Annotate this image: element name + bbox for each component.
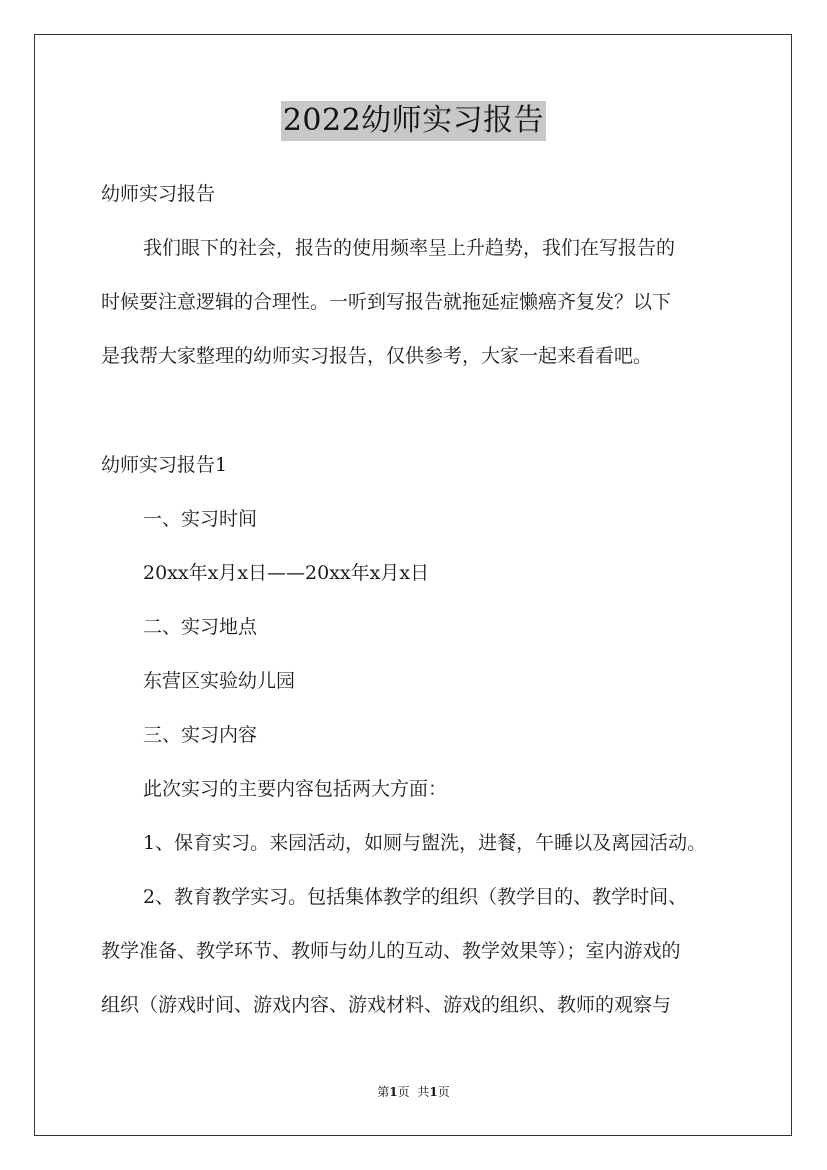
page-number: 1 — [389, 1085, 398, 1099]
content-intro: 此次实习的主要内容包括两大方面： — [143, 778, 448, 800]
content-item-teaching: 2、教育教学实习。包括集体教学的组织（教学目的、教学时间、 — [143, 886, 688, 908]
page-suffix: 页 — [397, 1085, 410, 1099]
document-title: 2022幼师实习报告 — [281, 101, 546, 141]
section-title: 幼师实习报告1 — [101, 454, 228, 476]
intro-line: 是我帮大家整理的幼师实习报告，仅供参考，大家一起来看看吧。 — [101, 345, 653, 367]
intro-line: 我们眼下的社会，报告的使用频率呈上升趋势，我们在写报告的 — [143, 237, 676, 259]
page-footer — [0, 1084, 827, 1100]
total-pages: 1 — [429, 1085, 438, 1099]
internship-dates: 20xx年x月x日——20xx年x月x日 — [143, 562, 430, 584]
content-item-teaching-cont: 组织（游戏时间、游戏内容、游戏材料、游戏的组织、教师的观察与 — [101, 994, 672, 1016]
internship-location: 东营区实验幼儿园 — [143, 670, 296, 692]
page-prefix: 第 — [377, 1085, 390, 1099]
heading-internship-time: 一、实习时间 — [143, 508, 258, 530]
document-subtitle: 幼师实习报告 — [101, 183, 216, 205]
content-item-teaching-cont: 教学准备、教学环节、教师与幼儿的互动、教学效果等）；室内游戏的 — [101, 940, 681, 962]
intro-line: 时候要注意逻辑的合理性。一听到写报告就拖延症懒癌齐复发？以下 — [101, 291, 672, 313]
total-suffix: 页 — [437, 1085, 450, 1099]
title-container — [0, 101, 827, 141]
content-item-care: 1、保育实习。来园活动，如厕与盥洗，进餐，午睡以及离园活动。 — [143, 832, 707, 854]
heading-internship-location: 二、实习地点 — [143, 616, 258, 638]
total-prefix: 共 — [417, 1085, 430, 1099]
heading-internship-content: 三、实习内容 — [143, 724, 258, 746]
